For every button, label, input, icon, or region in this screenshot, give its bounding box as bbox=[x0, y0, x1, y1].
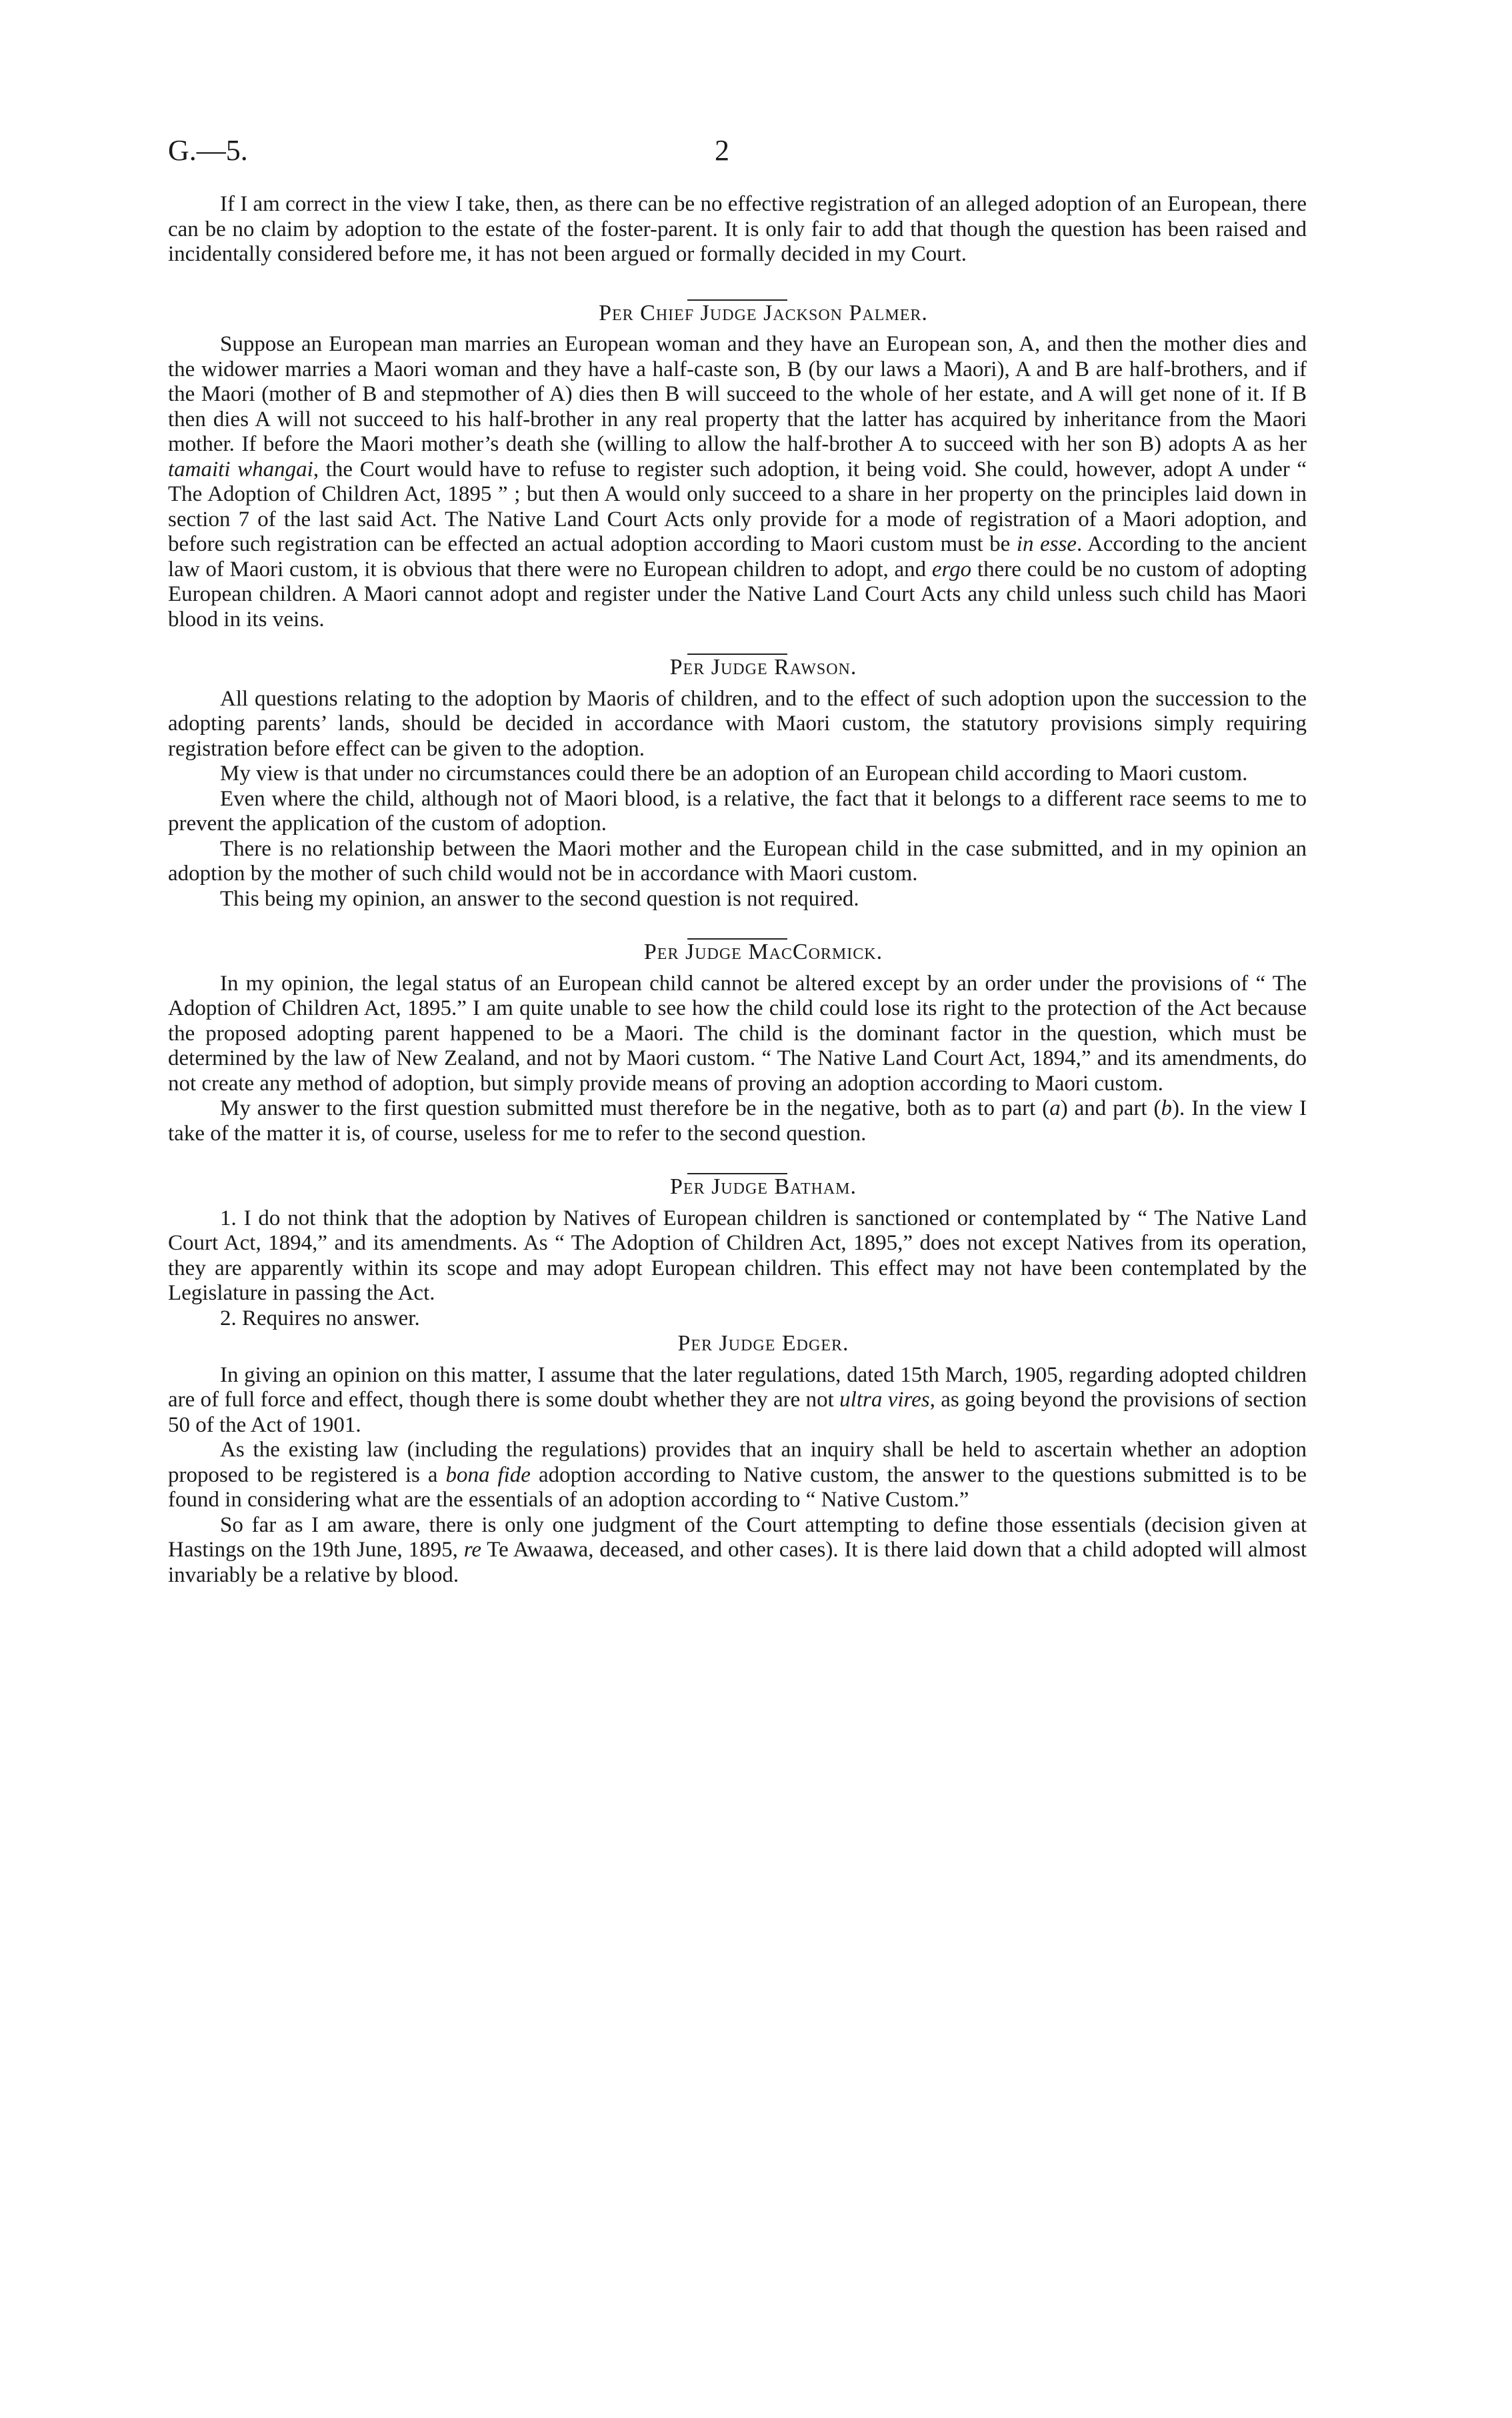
rawson-paragraph-1: All questions relating to the adoption by Maoris of children, and to the effect of such adoption upon the succession to the adopting parents’ lands, should be decided in accordance with Maori custom, the statutory provisions simply requiring registration before effect can be given to the adoption. bbox=[168, 686, 1307, 761]
rawson-paragraph-3: Even where the child, although not of Maori blood, is a relative, the fact that it belongs to a different race seems to me to prevent the application of the custom of adoption. bbox=[168, 786, 1307, 836]
edger-paragraph-3: So far as I am aware, there is only one judgment of the Court attempting to define those essentials (decision given at Hastings on the 19th June, 1895, re Te Awaawa, deceased, and other cases). It is there laid down that a child adopted will almost invariably be a relative by blood. bbox=[168, 1512, 1307, 1587]
maccormick-paragraph-2: My answer to the first question submitted must therefore be in the negative, both as to part (a) and part (b). In the view I take of the matter it is, of course, useless for me to refer to the second question. bbox=[168, 1096, 1307, 1146]
document-body bbox=[168, 192, 1307, 1588]
rawson-paragraph-2: My view is that under no circumstances could there be an adoption of an European child according to Maori custom. bbox=[220, 762, 1248, 786]
page-number: 2 bbox=[715, 134, 729, 167]
batham-paragraph-2: 2. Requires no answer. bbox=[220, 1306, 420, 1330]
rawson-paragraph-4: There is no relationship between the Maori mother and the European child in the case submitted, and in my opinion an adoption by the mother of such child would not be in accordance with Maori custom. bbox=[168, 836, 1307, 886]
section-title-batham: Per Judge Batham. bbox=[670, 1174, 857, 1199]
batham-paragraph-1: 1. I do not think that the adoption by Natives of European children is sanctioned or contemplated by “ The Native Land Court Act, 1894,” and its amendments. As “ The Adoption of Children Act, 1895,” does not except Natives from its operation, they are apparently within its scope and may adopt European children. This effect may not have been contemplated by the Legislature in passing the Act. bbox=[168, 1206, 1307, 1305]
page-header bbox=[168, 133, 1301, 173]
edger-paragraph-1: In giving an opinion on this matter, I assume that the later regulations, dated 15th March, 1905, regarding adopted children are of full force and effect, though there is some doubt whether they are not ultra vires, as going beyond the provisions of section 50 of the Act of 1901. bbox=[168, 1362, 1307, 1437]
palmer-paragraph: Suppose an European man marries an European woman and they have an European son, A, and then the mother dies and the widower marries a Maori woman and they have a half-caste son, B (by our laws a Maori), A and B are half-brothers, and if the Maori (mother of B and stepmother of A) dies then B will succeed to the whole of her estate, and A will get none of it. If B then dies A will not succeed to his half-brother in any real property that the latter has acquired by inheritance from the Maori mother. If before the Maori mother’s death she (willing to allow the half-brother A to succeed with her son B) adopts A as her tamaiti whangai, the Court would have to refuse to register such adoption, it being void. She could, however, adopt A under “ The Adoption of Children Act, 1895 ” ; but then A would only succeed to a share in her property on the principles laid down in section 7 of the last said Act. The Native Land Court Acts only provide for a mode of registration of a Maori adoption, and before such registration can be effected an actual adoption according to Maori custom must be in esse. According to the ancient law of Maori custom, it is obvious that there were no European children to adopt, and ergo there could be no custom of adopting European children. A Maori cannot adopt and register under the Native Land Court Acts any child unless such child has Maori blood in its veins. bbox=[168, 332, 1307, 632]
section-title-rawson: Per Judge Rawson. bbox=[669, 655, 857, 680]
maccormick-paragraph-1: In my opinion, the legal status of an European child cannot be altered except by an order under the provisions of “ The Adoption of Children Act, 1895.” I am quite unable to see how the child could lose its right to the protection of the Act because the proposed adopting parent happened to be a Maori. The child is the dominant factor in the question, which must be determined by the law of New Zealand, and not by Maori custom. “ The Native Land Court Act, 1894,” and its amendments, do not create any method of adoption, but simply provide means of proving an adoption according to Maori custom. bbox=[168, 971, 1307, 1096]
edger-paragraph-2: As the existing law (including the regulations) provides that an inquiry shall be held to ascertain whether an adoption proposed to be registered is a bona fide adoption according to Native custom, the answer to the questions submitted is to be found in considering what are the essentials of an adoption according to “ Native Custom.” bbox=[168, 1438, 1307, 1512]
section-title-edger: Per Judge Edger. bbox=[677, 1331, 849, 1356]
rawson-paragraph-5: This being my opinion, an answer to the second question is not required. bbox=[220, 886, 859, 911]
section-title-maccormick: Per Judge MacCormick. bbox=[643, 940, 883, 964]
section-title-palmer: Per Chief Judge Jackson Palmer. bbox=[599, 300, 928, 325]
document-reference: G.—5. bbox=[168, 134, 248, 167]
intro-paragraph: If I am correct in the view I take, then, as there can be no effective registration of an alleged adoption of an European, there can be no claim by adoption to the estate of the foster-parent. It is only fair to add that though the question has been raised and incidentally considered before me, it has not been argued or formally decided in my Court. bbox=[168, 192, 1307, 266]
